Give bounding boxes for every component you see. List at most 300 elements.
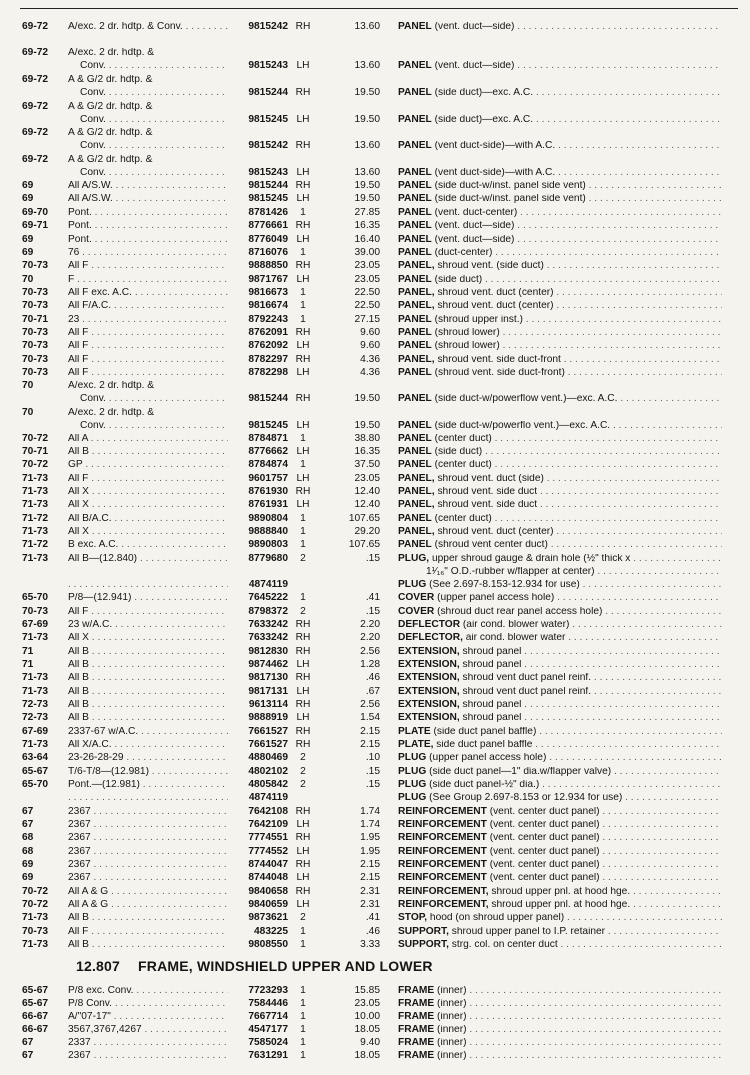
quantity: RH [295, 646, 311, 657]
part-detail: (air cond. blower water) [460, 620, 570, 630]
part-number: 9815245 [248, 420, 288, 431]
model-application: P/8—(12.941) . . . [68, 593, 228, 603]
model-application: All X . . . [68, 500, 228, 510]
model-application: All X/A.C. . . . [68, 740, 228, 750]
price: .15 [365, 553, 380, 564]
price: .46 [365, 672, 380, 683]
part-number: 9815242 [248, 140, 288, 151]
price: 19.50 [354, 393, 380, 404]
model-application: All F . . . [68, 368, 228, 378]
part-number: 7633242 [248, 632, 288, 643]
part-description [398, 847, 722, 857]
model-application: All F . . . [68, 355, 228, 365]
price: 29.20 [354, 526, 380, 537]
quantity: LH [296, 499, 310, 510]
year-range: 71-73 [22, 526, 49, 537]
quantity: RH [295, 699, 311, 710]
part-name: PANEL [398, 141, 432, 151]
part-detail: (vent. center duct panel) [486, 807, 600, 817]
part-number: 9888850 [248, 260, 288, 271]
model-application: All A . . . [68, 434, 228, 444]
part-name: FRAME [398, 999, 435, 1009]
part-number: 9815244 [248, 180, 288, 191]
part-description [398, 115, 722, 125]
part-description [398, 660, 722, 670]
quantity: 1 [300, 287, 306, 298]
model-application: All F . . . [68, 607, 228, 617]
part-description [398, 927, 722, 937]
part-number: 4874119 [248, 579, 288, 590]
part-name: FRAME [398, 1051, 435, 1061]
part-detail: shroud vent. duct (center) [434, 527, 554, 537]
part-detail: (vent. center duct panel) [486, 860, 600, 870]
price: 12.40 [354, 499, 380, 510]
year-range: 70-73 [22, 354, 49, 365]
part-number: 9888919 [248, 712, 288, 723]
part-number: 7645222 [248, 592, 288, 603]
part-name: PLUG [398, 767, 427, 777]
price: 16.35 [354, 446, 380, 457]
quantity: LH [296, 686, 310, 697]
model-application: 23 . . . [68, 315, 228, 325]
year-range: 70-73 [22, 327, 49, 338]
part-description [398, 235, 722, 245]
part-number: 4802102 [248, 766, 288, 777]
quantity: RH [295, 180, 311, 191]
part-name: PANEL [398, 447, 432, 457]
quantity: 1 [300, 1050, 306, 1061]
part-detail: shroud upper pnl. at hood hge. [488, 887, 631, 897]
part-name: PLATE, [398, 740, 434, 750]
part-name: FRAME [398, 1025, 435, 1035]
year-range: 71 [22, 646, 34, 657]
part-description [398, 141, 722, 151]
part-name: REINFORCEMENT [398, 820, 487, 830]
price: 1.28 [360, 659, 380, 670]
quantity: RH [295, 87, 311, 98]
part-number: 8798372 [248, 606, 288, 617]
part-number: 9817130 [248, 672, 288, 683]
quantity: RH [295, 832, 311, 843]
part-number: 8716076 [248, 247, 288, 258]
part-number: 8784871 [248, 433, 288, 444]
part-description [398, 793, 722, 803]
part-number: 7631291 [248, 1050, 288, 1061]
price: 38.80 [354, 433, 380, 444]
price: 9.60 [360, 327, 380, 338]
model-application: A/exc. 2 dr. hdtp. & [68, 48, 155, 58]
model-application: All B . . . [68, 700, 228, 710]
part-name: PANEL [398, 88, 432, 98]
quantity: RH [295, 140, 311, 151]
part-number: 9888840 [248, 526, 288, 537]
quantity: 1 [300, 314, 306, 325]
quantity: 2 [300, 766, 306, 777]
model-application: 2367 . . . [68, 873, 228, 883]
part-number: 9874462 [248, 659, 288, 670]
model-application-cont: Conv. . . . [80, 168, 226, 178]
part-number: 7642109 [248, 819, 288, 830]
year-range: 72-73 [22, 712, 49, 723]
part-description [398, 860, 722, 870]
part-number: 4547177 [248, 1024, 288, 1035]
model-application: All F exc. A.C. . . . [68, 288, 228, 298]
price: .15 [365, 779, 380, 790]
price: .46 [365, 926, 380, 937]
quantity: LH [296, 446, 310, 457]
part-number: 9815245 [248, 114, 288, 125]
part-detail: (vent. duct—side) [431, 61, 515, 71]
part-name: PANEL, [398, 355, 435, 365]
section-heading [76, 959, 433, 973]
part-description [398, 474, 722, 484]
part-description [398, 833, 722, 843]
model-application [68, 793, 228, 803]
part-name: STOP, [398, 913, 428, 923]
model-application: A/exc. 2 dr. hdtp. & [68, 408, 155, 418]
model-application: T/6-T/8—(12.981) . . . [68, 767, 228, 777]
part-description [398, 780, 722, 790]
price: 1.74 [360, 819, 380, 830]
part-detail: (vent. duct-center) [431, 208, 518, 218]
price: 1.95 [360, 846, 380, 857]
part-detail: (vent. center duct panel) [486, 847, 600, 857]
model-application: All B . . . [68, 647, 228, 657]
part-number: 9815242 [248, 21, 288, 32]
part-description [398, 181, 722, 191]
part-description [398, 673, 722, 683]
part-number: 9873621 [248, 912, 288, 923]
quantity: 1 [300, 1011, 306, 1022]
quantity: RH [295, 672, 311, 683]
model-application: 2367 . . . [68, 1051, 228, 1061]
part-description [398, 22, 722, 32]
part-number: 7774551 [248, 832, 288, 843]
quantity: LH [296, 114, 310, 125]
year-range: 71-73 [22, 553, 49, 564]
part-detail: (side duct) [431, 447, 483, 457]
part-detail: (vent duct-side)—with A.C. [431, 141, 556, 151]
year-range: 67-69 [22, 619, 49, 630]
year-range: 70-73 [22, 340, 49, 351]
part-description [398, 753, 722, 763]
quantity: 1 [300, 300, 306, 311]
part-description [398, 820, 722, 830]
price: 39.00 [354, 247, 380, 258]
part-description [398, 740, 722, 750]
model-application: A/"07-17" . . . [68, 1012, 228, 1022]
part-number: 8744048 [248, 872, 288, 883]
part-number: 8744047 [248, 859, 288, 870]
part-name: PANEL [398, 434, 432, 444]
part-name: PANEL [398, 22, 432, 32]
part-number: 8762091 [248, 327, 288, 338]
part-name: PANEL [398, 328, 432, 338]
part-detail: shroud upper pnl. at hood hge. [488, 900, 631, 910]
part-detail: shroud upper panel to I.P. retainer [448, 927, 606, 937]
part-description [398, 940, 722, 950]
part-description [398, 873, 722, 883]
part-detail: (side duct panel—1" dia.w/flapper valve) [426, 767, 612, 777]
year-range: 70 [22, 274, 34, 285]
part-number: 8792243 [248, 314, 288, 325]
part-description [398, 261, 722, 271]
part-name: PANEL [398, 394, 432, 404]
part-number: 9817131 [248, 686, 288, 697]
year-range: 65-70 [22, 592, 49, 603]
quantity: LH [296, 473, 310, 484]
quantity: 1 [300, 207, 306, 218]
part-detail: (vent. duct—side) [431, 22, 515, 32]
part-name: PANEL [398, 540, 432, 550]
price: 19.50 [354, 180, 380, 191]
year-range: 65-67 [22, 998, 49, 1009]
year-range: 68 [22, 832, 34, 843]
part-name: FRAME [398, 1038, 435, 1048]
part-name: PANEL [398, 115, 432, 125]
year-range: 70-73 [22, 926, 49, 937]
part-name: SUPPORT, [398, 927, 449, 937]
part-name: PANEL, [398, 288, 435, 298]
price: 18.05 [354, 1024, 380, 1035]
part-detail: (vent. center duct panel) [486, 820, 600, 830]
part-description [398, 288, 722, 298]
part-detail: (center duct) [431, 434, 492, 444]
part-detail: (side duct)—exc. A.C. [431, 115, 534, 125]
year-range: 70-73 [22, 300, 49, 311]
model-application: Pont. . . . [68, 208, 228, 218]
part-name: PANEL [398, 61, 432, 71]
part-number: 9815245 [248, 193, 288, 204]
part-description [398, 580, 722, 590]
part-description [398, 767, 722, 777]
part-name: EXTENSION, [398, 673, 460, 683]
year-range: 69 [22, 193, 34, 204]
price: 2.20 [360, 632, 380, 643]
part-detail: (center duct) [431, 460, 492, 470]
price: 13.60 [354, 167, 380, 178]
part-detail: shroud panel [459, 700, 522, 710]
part-number: 8782297 [248, 354, 288, 365]
part-name: PLUG [398, 780, 427, 790]
part-detail: (upper panel access hole) [426, 753, 547, 763]
part-name: PANEL, [398, 301, 435, 311]
part-description [398, 61, 722, 71]
part-number: 8776662 [248, 446, 288, 457]
part-number: 7667714 [248, 1011, 288, 1022]
part-description [398, 248, 722, 258]
part-name: DEFLECTOR [398, 620, 461, 630]
part-number: 9815244 [248, 87, 288, 98]
part-detail: (vent. duct—side) [431, 221, 515, 231]
part-number: 8776049 [248, 234, 288, 245]
part-number: 9840658 [248, 886, 288, 897]
part-description [398, 527, 722, 537]
part-detail: (side duct-w/powerflo vent.)—exc. A.C. [431, 421, 611, 431]
quantity: RH [295, 726, 311, 737]
model-application: All B . . . [68, 447, 228, 457]
quantity: 1 [300, 526, 306, 537]
year-range: 70-72 [22, 459, 49, 470]
part-description [398, 355, 722, 365]
price: 2.31 [360, 886, 380, 897]
quantity: 2 [300, 752, 306, 763]
part-detail: shroud vent duct panel reinf. [459, 673, 592, 683]
part-detail: (center duct) [431, 514, 492, 524]
part-name: PANEL [398, 275, 432, 285]
part-detail: (side duct)—exc. A.C. [431, 88, 534, 98]
quantity: LH [296, 367, 310, 378]
part-number: 8781426 [248, 207, 288, 218]
year-range: 67-69 [22, 726, 49, 737]
part-description [398, 514, 722, 524]
part-number: 4880469 [248, 752, 288, 763]
part-detail: (side duct) [431, 275, 483, 285]
price: 27.85 [354, 207, 380, 218]
year-range: 67 [22, 819, 34, 830]
part-name: EXTENSION, [398, 660, 460, 670]
part-description [398, 328, 722, 338]
section-number: 12.807 [76, 958, 121, 974]
model-application: Pont.—(12.981) . . . [68, 780, 228, 790]
part-description [398, 913, 722, 923]
part-number: 9871767 [248, 274, 288, 285]
model-application: All B . . . [68, 940, 228, 950]
part-detail: (vent duct-side)—with A.C. [431, 168, 556, 178]
year-range: 69-70 [22, 207, 49, 218]
quantity: LH [296, 193, 310, 204]
price: 27.15 [354, 314, 380, 325]
part-number: 8776661 [248, 220, 288, 231]
model-application: A & G/2 dr. hdtp. & [68, 155, 153, 165]
price: 23.05 [354, 274, 380, 285]
model-application: All F . . . [68, 341, 228, 351]
model-application-cont: Conv. . . . [80, 141, 226, 151]
part-number: 8761930 [248, 486, 288, 497]
price: .41 [365, 592, 380, 603]
part-description [398, 341, 722, 351]
part-description [398, 1038, 722, 1048]
part-description [398, 607, 722, 617]
year-range: 67 [22, 806, 34, 817]
model-application [68, 580, 228, 590]
part-number: 8779680 [248, 553, 288, 564]
part-description [398, 447, 722, 457]
part-detail: (vent. duct—side) [431, 235, 515, 245]
year-range: 71-73 [22, 739, 49, 750]
part-name: REINFORCEMENT [398, 807, 487, 817]
part-detail: shroud vent. duct (side) [434, 474, 544, 484]
year-range: 65-70 [22, 779, 49, 790]
price: 2.15 [360, 859, 380, 870]
model-application: F . . . [68, 275, 228, 285]
price: .15 [365, 606, 380, 617]
model-application: Pont. . . . [68, 235, 228, 245]
part-name: PANEL [398, 341, 432, 351]
model-application: All A/S.W. . . . [68, 194, 228, 204]
quantity: RH [295, 739, 311, 750]
part-detail: (inner) [434, 1012, 467, 1022]
quantity: 1 [300, 459, 306, 470]
part-detail: shroud vent. (side duct) [434, 261, 544, 271]
quantity: 1 [300, 433, 306, 444]
part-name: PANEL [398, 194, 432, 204]
year-range: 69-72 [22, 47, 49, 58]
quantity: RH [295, 21, 311, 32]
year-range: 68 [22, 846, 34, 857]
model-application: A & G/2 dr. hdtp. & [68, 128, 153, 138]
part-description [398, 487, 722, 497]
part-detail: shroud vent. duct (center) [434, 288, 554, 298]
part-name: PLUG, [398, 554, 430, 564]
model-application: P/8 Conv. . . . [68, 999, 228, 1009]
part-number: 4805842 [248, 779, 288, 790]
part-detail: (upper panel access hole) [434, 593, 555, 603]
part-description [398, 315, 722, 325]
part-description [398, 421, 722, 431]
model-application: 2367 . . . [68, 807, 228, 817]
year-range: 71-73 [22, 632, 49, 643]
model-application: 3567,3767,4267 . . . [68, 1025, 228, 1035]
year-range: 70-72 [22, 899, 49, 910]
part-number: 7723293 [248, 985, 288, 996]
part-description [398, 593, 722, 603]
part-detail: shroud vent. side duct [434, 487, 538, 497]
price: .15 [365, 766, 380, 777]
model-application: All A & G . . . [68, 887, 228, 897]
quantity: 1 [300, 247, 306, 258]
part-detail: (inner) [434, 1051, 467, 1061]
price: 23.05 [354, 473, 380, 484]
price: 1.95 [360, 832, 380, 843]
price: 23.05 [354, 260, 380, 271]
part-number: 9816674 [248, 300, 288, 311]
part-number: 7584446 [248, 998, 288, 1009]
quantity: RH [295, 806, 311, 817]
price: 4.36 [360, 367, 380, 378]
part-detail: upper shroud gauge & drain hole (½" thick x [429, 554, 631, 564]
model-application-cont: Conv. . . . [80, 115, 226, 125]
part-detail: (See Group 2.697-8.153 or 12.934 for use) [426, 793, 623, 803]
part-name: REINFORCEMENT [398, 860, 487, 870]
year-range: 71-73 [22, 672, 49, 683]
part-detail: (shroud vent. side duct-front) [431, 368, 565, 378]
part-name: REINFORCEMENT [398, 873, 487, 883]
year-range: 70-73 [22, 287, 49, 298]
model-application: All B/A.C. . . . [68, 514, 228, 524]
part-detail: shroud panel [459, 660, 522, 670]
part-description [398, 1051, 722, 1061]
part-name: COVER [398, 593, 435, 603]
part-name: COVER [398, 607, 435, 617]
part-number: 7585024 [248, 1037, 288, 1048]
year-range: 70 [22, 380, 34, 391]
part-name: PANEL, [398, 261, 435, 271]
part-number: 9613114 [248, 699, 288, 710]
part-number: 9812830 [248, 646, 288, 657]
quantity: LH [296, 712, 310, 723]
part-number: 8761931 [248, 499, 288, 510]
part-detail: (duct-center) [431, 248, 493, 258]
part-number: 9840659 [248, 899, 288, 910]
part-detail: (shroud lower) [431, 341, 500, 351]
quantity: LH [296, 659, 310, 670]
year-range: 69 [22, 859, 34, 870]
part-name: DEFLECTOR, [398, 633, 463, 643]
part-detail: shroud vent. duct (center) [434, 301, 554, 311]
price: 19.50 [354, 420, 380, 431]
model-application: 2337 . . . [68, 1038, 228, 1048]
